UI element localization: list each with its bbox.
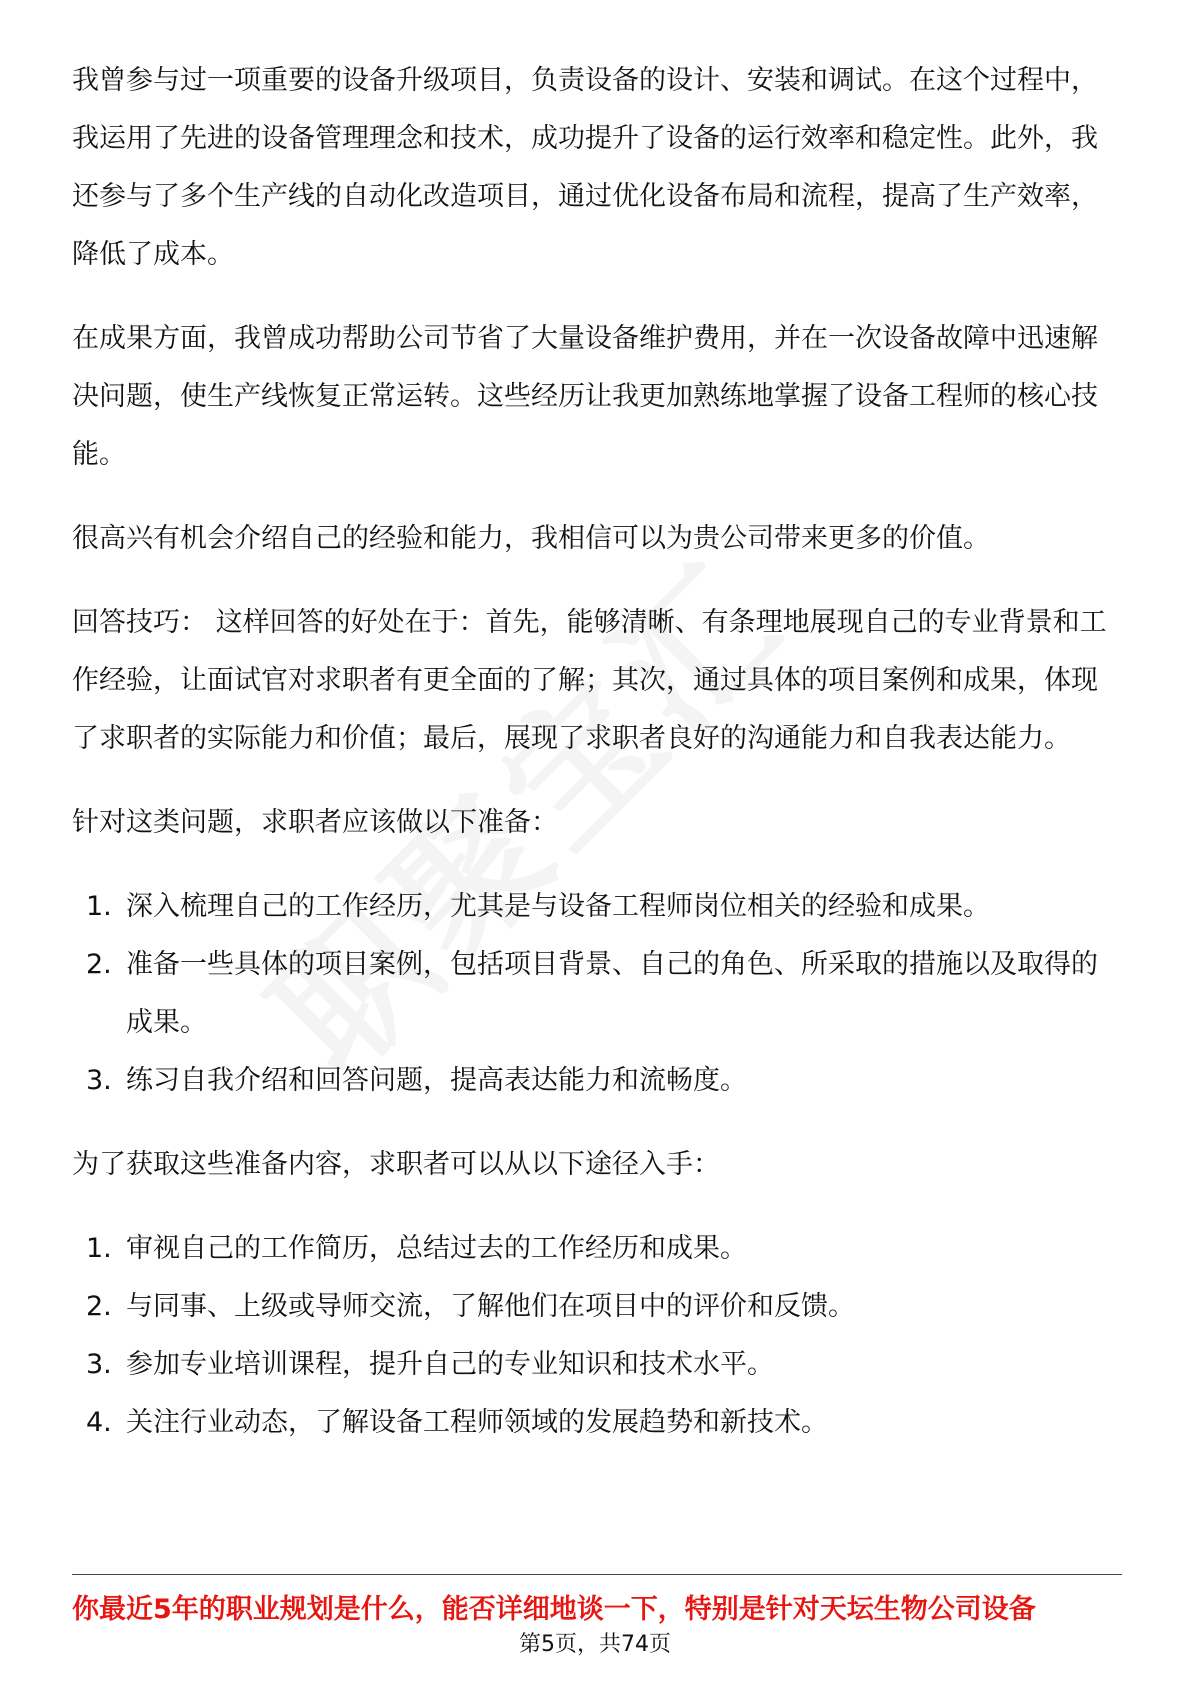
list-item xyxy=(72,878,1122,936)
list-item-number: 3. xyxy=(86,1349,112,1380)
sources-list xyxy=(72,1220,1122,1452)
list-item xyxy=(72,1220,1122,1278)
list-item-text: 深入梳理自己的工作经历，尤其是与设备工程师岗位相关的经验和成果。 xyxy=(126,891,990,922)
list-item-number: 1. xyxy=(86,1233,112,1264)
page-number: 第5页，共74页 xyxy=(519,1632,671,1657)
list-item xyxy=(72,1336,1122,1394)
list-item-number: 1. xyxy=(86,891,112,922)
next-question-heading: 你最近5年的职业规划是什么，能否详细地谈一下，特别是针对天坛生物公司设备 xyxy=(72,1594,1036,1625)
section-divider xyxy=(72,1574,1122,1575)
list-item xyxy=(72,936,1122,1052)
list-item-text: 练习自我介绍和回答问题，提高表达能力和流畅度。 xyxy=(126,1065,747,1096)
list-item-number: 2. xyxy=(86,1291,112,1322)
list-item-number: 2. xyxy=(86,949,112,980)
list-item-number: 4. xyxy=(86,1407,112,1438)
list-item-text: 准备一些具体的项目案例，包括项目背景、自己的角色、所采取的措施以及取得的成果。 xyxy=(126,949,1098,1038)
list-item-text: 审视自己的工作简历，总结过去的工作经历和成果。 xyxy=(126,1233,747,1264)
list-item xyxy=(72,1394,1122,1452)
paragraph-sources-intro: 为了获取这些准备内容，求职者可以从以下途径入手： xyxy=(72,1149,720,1180)
preparation-list xyxy=(72,878,1122,1110)
document-body xyxy=(72,52,1122,1478)
list-item-text: 参加专业培训课程，提升自己的专业知识和技术水平。 xyxy=(126,1349,774,1380)
paragraph-closing: 很高兴有机会介绍自己的经验和能力，我相信可以为贵公司带来更多的价值。 xyxy=(72,523,990,554)
list-item-text: 与同事、上级或导师交流，了解他们在项目中的评价和反馈。 xyxy=(126,1291,855,1322)
paragraph-answer-tips: 回答技巧： 这样回答的好处在于：首先，能够清晰、有条理地展现自己的专业背景和工作经验，让面试官对求职者有更全面的了解；其次，通过具体的项目案例和成果，体现了求职者的实际能力和价值；最后，展现了求职者良好的沟通能力和自我表达能力。 xyxy=(72,607,1107,754)
list-item xyxy=(72,1052,1122,1110)
list-item-number: 3. xyxy=(86,1065,112,1096)
list-item xyxy=(72,1278,1122,1336)
paragraph-preparation-intro: 针对这类问题，求职者应该做以下准备： xyxy=(72,807,558,838)
paragraph-achievements: 在成果方面，我曾成功帮助公司节省了大量设备维护费用，并在一次设备故障中迅速解决问题，使生产线恢复正常运转。这些经历让我更加熟练地掌握了设备工程师的核心技能。 xyxy=(72,323,1098,470)
list-item-text: 关注行业动态，了解设备工程师领域的发展趋势和新技术。 xyxy=(126,1407,828,1438)
paragraph-experience: 我曾参与过一项重要的设备升级项目，负责设备的设计、安装和调试。在这个过程中，我运用了先进的设备管理理念和技术，成功提升了设备的运行效率和稳定性。此外，我还参与了多个生产线的自动化改造项目，通过优化设备布局和流程，提高了生产效率，降低了成本。 xyxy=(72,65,1098,270)
